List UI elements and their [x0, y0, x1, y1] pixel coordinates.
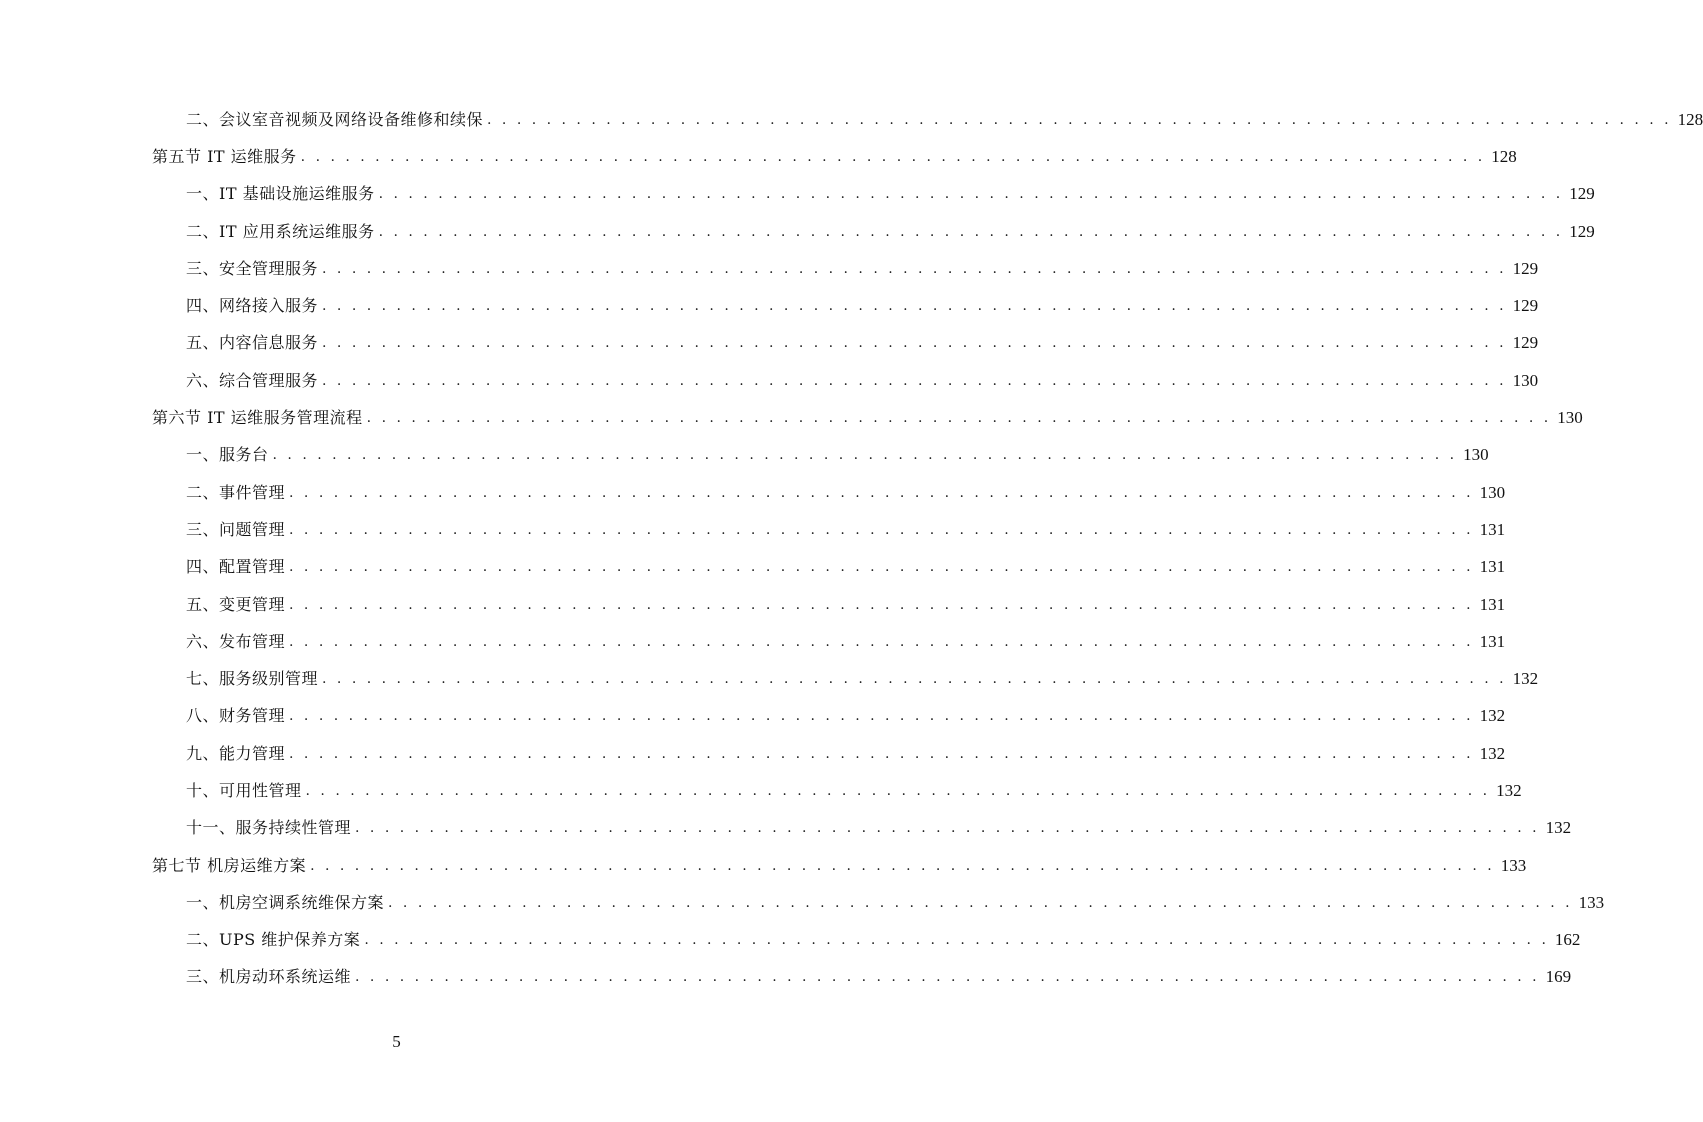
toc-subsection-entry[interactable]: [0, 549, 1506, 586]
toc-subsection-entry[interactable]: [0, 772, 1522, 809]
toc-entry-label: 二、会议室音视频及网络设备维修和续保: [186, 109, 484, 129]
toc-entry-page: 129: [1569, 184, 1595, 204]
dot-leader: . . . . . . . . . . . . . . . . . . . . . . . . . . . . . . . . . . . . . . . . . . . . . . . . . . . . . . . . . . . . . . . . . . . . . . . . . . . . . . . .: [322, 298, 1507, 315]
toc-entry-label: 五、内容信息服务: [186, 333, 319, 353]
toc-entry-label: 第七节 机房运维方案: [152, 855, 307, 875]
dot-leader: . . . . . . . . . . . . . . . . . . . . . . . . . . . . . . . . . . . . . . . . . . . . . . . . . . . . . . . . . . . . . . . . . . . . . . . . . . . . . . . .: [272, 447, 1458, 464]
toc-subsection-entry[interactable]: [0, 810, 1572, 847]
dot-leader: . . . . . . . . . . . . . . . . . . . . . . . . . . . . . . . . . . . . . . . . . . . . . . . . . . . . . . . . . . . . . . . . . . . . . . . . . . . . . . . .: [322, 372, 1507, 389]
toc-entry-label: 三、问题管理: [186, 519, 286, 539]
toc-entry-page: 128: [1677, 109, 1703, 129]
toc-entry-label: 一、机房空调系统维保方案: [186, 892, 385, 912]
toc-entry-page: 131: [1479, 557, 1506, 577]
dot-leader: . . . . . . . . . . . . . . . . . . . . . . . . . . . . . . . . . . . . . . . . . . . . . . . . . . . . . . . . . . . . . . . . . . . . . . . . . . . . . . . .: [322, 671, 1507, 688]
dot-leader: . . . . . . . . . . . . . . . . . . . . . . . . . . . . . . . . . . . . . . . . . . . . . . . . . . . . . . . . . . . . . . . . . . . . . . . . . . . . . . . .: [289, 559, 1474, 576]
page-number: 5: [392, 1032, 401, 1051]
dot-leader: . . . . . . . . . . . . . . . . . . . . . . . . . . . . . . . . . . . . . . . . . . . . . . . . . . . . . . . . . . . . . . . . . . . . . . . . . . . . . . . .: [305, 782, 1491, 799]
toc-subsection-entry[interactable]: [0, 511, 1506, 548]
toc-entry-label: 十一、服务持续性管理: [186, 818, 352, 838]
dot-leader: . . . . . . . . . . . . . . . . . . . . . . . . . . . . . . . . . . . . . . . . . . . . . . . . . . . . . . . . . . . . . . . . . . . . . . . . . . . . . . . .: [366, 410, 1552, 427]
toc-subsection-entry[interactable]: [0, 698, 1506, 735]
dot-leader: . . . . . . . . . . . . . . . . . . . . . . . . . . . . . . . . . . . . . . . . . . . . . . . . . . . . . . . . . . . . . . . . . . . . . . . . . . . . . . . .: [364, 932, 1549, 949]
toc-entry-page: 130: [1463, 445, 1489, 465]
toc-section-entry[interactable]: [0, 847, 1527, 884]
toc-entry-label: 二、UPS 维护保养方案: [186, 930, 361, 950]
toc-entry-label: 三、安全管理服务: [186, 258, 319, 278]
dot-leader: . . . . . . . . . . . . . . . . . . . . . . . . . . . . . . . . . . . . . . . . . . . . . . . . . . . . . . . . . . . . . . . . . . . . . . . . . . . . . . . .: [300, 148, 1486, 165]
toc-entry-label: 一、服务台: [186, 445, 269, 465]
toc-subsection-entry[interactable]: [0, 586, 1506, 623]
toc-entry-page: 132: [1479, 706, 1506, 726]
dot-leader: . . . . . . . . . . . . . . . . . . . . . . . . . . . . . . . . . . . . . . . . . . . . . . . . . . . . . . . . . . . . . . . . . . . . . . . . . . . . . . . .: [289, 521, 1474, 538]
toc-entry-page: 128: [1491, 146, 1517, 166]
toc-entry-page: 132: [1512, 669, 1539, 689]
toc-entry-page: 129: [1569, 221, 1595, 241]
dot-leader: . . . . . . . . . . . . . . . . . . . . . . . . . . . . . . . . . . . . . . . . . . . . . . . . . . . . . . . . . . . . . . . . . . . . . . . . . . . . . . . .: [378, 223, 1564, 240]
toc-entry-page: 131: [1479, 631, 1506, 651]
toc-entry-label: 八、财务管理: [186, 706, 286, 726]
dot-leader: . . . . . . . . . . . . . . . . . . . . . . . . . . . . . . . . . . . . . . . . . . . . . . . . . . . . . . . . . . . . . . . . . . . . . . . . . . . . . . . .: [322, 335, 1507, 352]
toc-entry-page: 129: [1512, 333, 1539, 353]
toc-entry-page: 133: [1500, 855, 1527, 875]
dot-leader: . . . . . . . . . . . . . . . . . . . . . . . . . . . . . . . . . . . . . . . . . . . . . . . . . . . . . . . . . . . . . . . . . . . . . . . . . . . . . . . .: [322, 260, 1507, 277]
dot-leader: . . . . . . . . . . . . . . . . . . . . . . . . . . . . . . . . . . . . . . . . . . . . . . . . . . . . . . . . . . . . . . . . . . . . . . . . . . . . . . . .: [289, 633, 1474, 650]
toc-subsection-entry[interactable]: [0, 922, 1581, 959]
toc-subsection-entry[interactable]: [0, 959, 1572, 996]
toc-entry-page: 130: [1479, 482, 1506, 502]
dot-leader: . . . . . . . . . . . . . . . . . . . . . . . . . . . . . . . . . . . . . . . . . . . . . . . . . . . . . . . . . . . . . . . . . . . . . . . . . . . . . . . .: [355, 969, 1540, 986]
dot-leader: . . . . . . . . . . . . . . . . . . . . . . . . . . . . . . . . . . . . . . . . . . . . . . . . . . . . . . . . . . . . . . . . . . . . . . . . . . . . . . . .: [289, 745, 1474, 762]
toc-section-entry[interactable]: [0, 399, 1583, 436]
toc-entry-page: 130: [1557, 408, 1583, 428]
toc-entry-label: 六、发布管理: [186, 631, 286, 651]
toc-subsection-entry[interactable]: [0, 884, 1605, 921]
toc-entry-page: 131: [1479, 594, 1506, 614]
toc-entry-label: 九、能力管理: [186, 743, 286, 763]
toc-entry-label: 四、网络接入服务: [186, 296, 319, 316]
dot-leader: . . . . . . . . . . . . . . . . . . . . . . . . . . . . . . . . . . . . . . . . . . . . . . . . . . . . . . . . . . . . . . . . . . . . . . . . . . . . . . . .: [355, 820, 1540, 837]
toc-entry-page: 162: [1554, 930, 1581, 950]
toc-entry-page: 132: [1545, 818, 1572, 838]
toc-subsection-entry[interactable]: [0, 287, 1539, 324]
toc-entry-label: 第六节 IT 运维服务管理流程: [152, 408, 363, 428]
toc-entry-label: 第五节 IT 运维服务: [152, 146, 297, 166]
dot-leader: . . . . . . . . . . . . . . . . . . . . . . . . . . . . . . . . . . . . . . . . . . . . . . . . . . . . . . . . . . . . . . . . . . . . . . . . . . . . . . . .: [487, 111, 1672, 128]
toc-entry-label: 二、事件管理: [186, 482, 286, 502]
dot-leader: . . . . . . . . . . . . . . . . . . . . . . . . . . . . . . . . . . . . . . . . . . . . . . . . . . . . . . . . . . . . . . . . . . . . . . . . . . . . . . . .: [289, 708, 1474, 725]
toc-subsection-entry[interactable]: [0, 362, 1539, 399]
toc-entry-label: 四、配置管理: [186, 557, 286, 577]
toc-subsection-entry[interactable]: [0, 176, 1595, 213]
toc-entry-label: 三、机房动环系统运维: [186, 967, 352, 987]
toc-subsection-entry[interactable]: [0, 250, 1539, 287]
toc-entry-label: 二、IT 应用系统运维服务: [186, 221, 375, 241]
toc-subsection-entry[interactable]: [0, 735, 1506, 772]
toc-entry-page: 133: [1578, 892, 1605, 912]
toc-entry-page: 131: [1479, 519, 1506, 539]
toc-entry-page: 129: [1512, 296, 1539, 316]
toc-entry-page: 129: [1512, 258, 1539, 278]
table-of-contents: [0, 101, 1703, 996]
toc-entry-label: 五、变更管理: [186, 594, 286, 614]
toc-entry-page: 132: [1496, 780, 1522, 800]
toc-subsection-entry[interactable]: [0, 213, 1595, 250]
toc-subsection-entry[interactable]: [0, 325, 1539, 362]
toc-entry-page: 132: [1479, 743, 1506, 763]
toc-entry-label: 六、综合管理服务: [186, 370, 319, 390]
toc-entry-page: 130: [1512, 370, 1539, 390]
dot-leader: . . . . . . . . . . . . . . . . . . . . . . . . . . . . . . . . . . . . . . . . . . . . . . . . . . . . . . . . . . . . . . . . . . . . . . . . . . . . . . . .: [310, 857, 1495, 874]
toc-subsection-entry[interactable]: [0, 474, 1506, 511]
dot-leader: . . . . . . . . . . . . . . . . . . . . . . . . . . . . . . . . . . . . . . . . . . . . . . . . . . . . . . . . . . . . . . . . . . . . . . . . . . . . . . . .: [378, 186, 1564, 203]
dot-leader: . . . . . . . . . . . . . . . . . . . . . . . . . . . . . . . . . . . . . . . . . . . . . . . . . . . . . . . . . . . . . . . . . . . . . . . . . . . . . . . .: [388, 894, 1573, 911]
toc-entry-label: 七、服务级别管理: [186, 669, 319, 689]
toc-subsection-entry[interactable]: [0, 623, 1506, 660]
dot-leader: . . . . . . . . . . . . . . . . . . . . . . . . . . . . . . . . . . . . . . . . . . . . . . . . . . . . . . . . . . . . . . . . . . . . . . . . . . . . . . . .: [289, 596, 1474, 613]
dot-leader: . . . . . . . . . . . . . . . . . . . . . . . . . . . . . . . . . . . . . . . . . . . . . . . . . . . . . . . . . . . . . . . . . . . . . . . . . . . . . . . .: [289, 484, 1474, 501]
toc-entry-label: 十、可用性管理: [186, 780, 302, 800]
toc-subsection-entry[interactable]: [0, 437, 1489, 474]
toc-subsection-entry[interactable]: [0, 660, 1539, 697]
toc-entry-label: 一、IT 基础设施运维服务: [186, 184, 375, 204]
toc-entry-page: 169: [1545, 967, 1572, 987]
toc-subsection-entry[interactable]: [0, 101, 1703, 138]
toc-section-entry[interactable]: [0, 138, 1517, 175]
